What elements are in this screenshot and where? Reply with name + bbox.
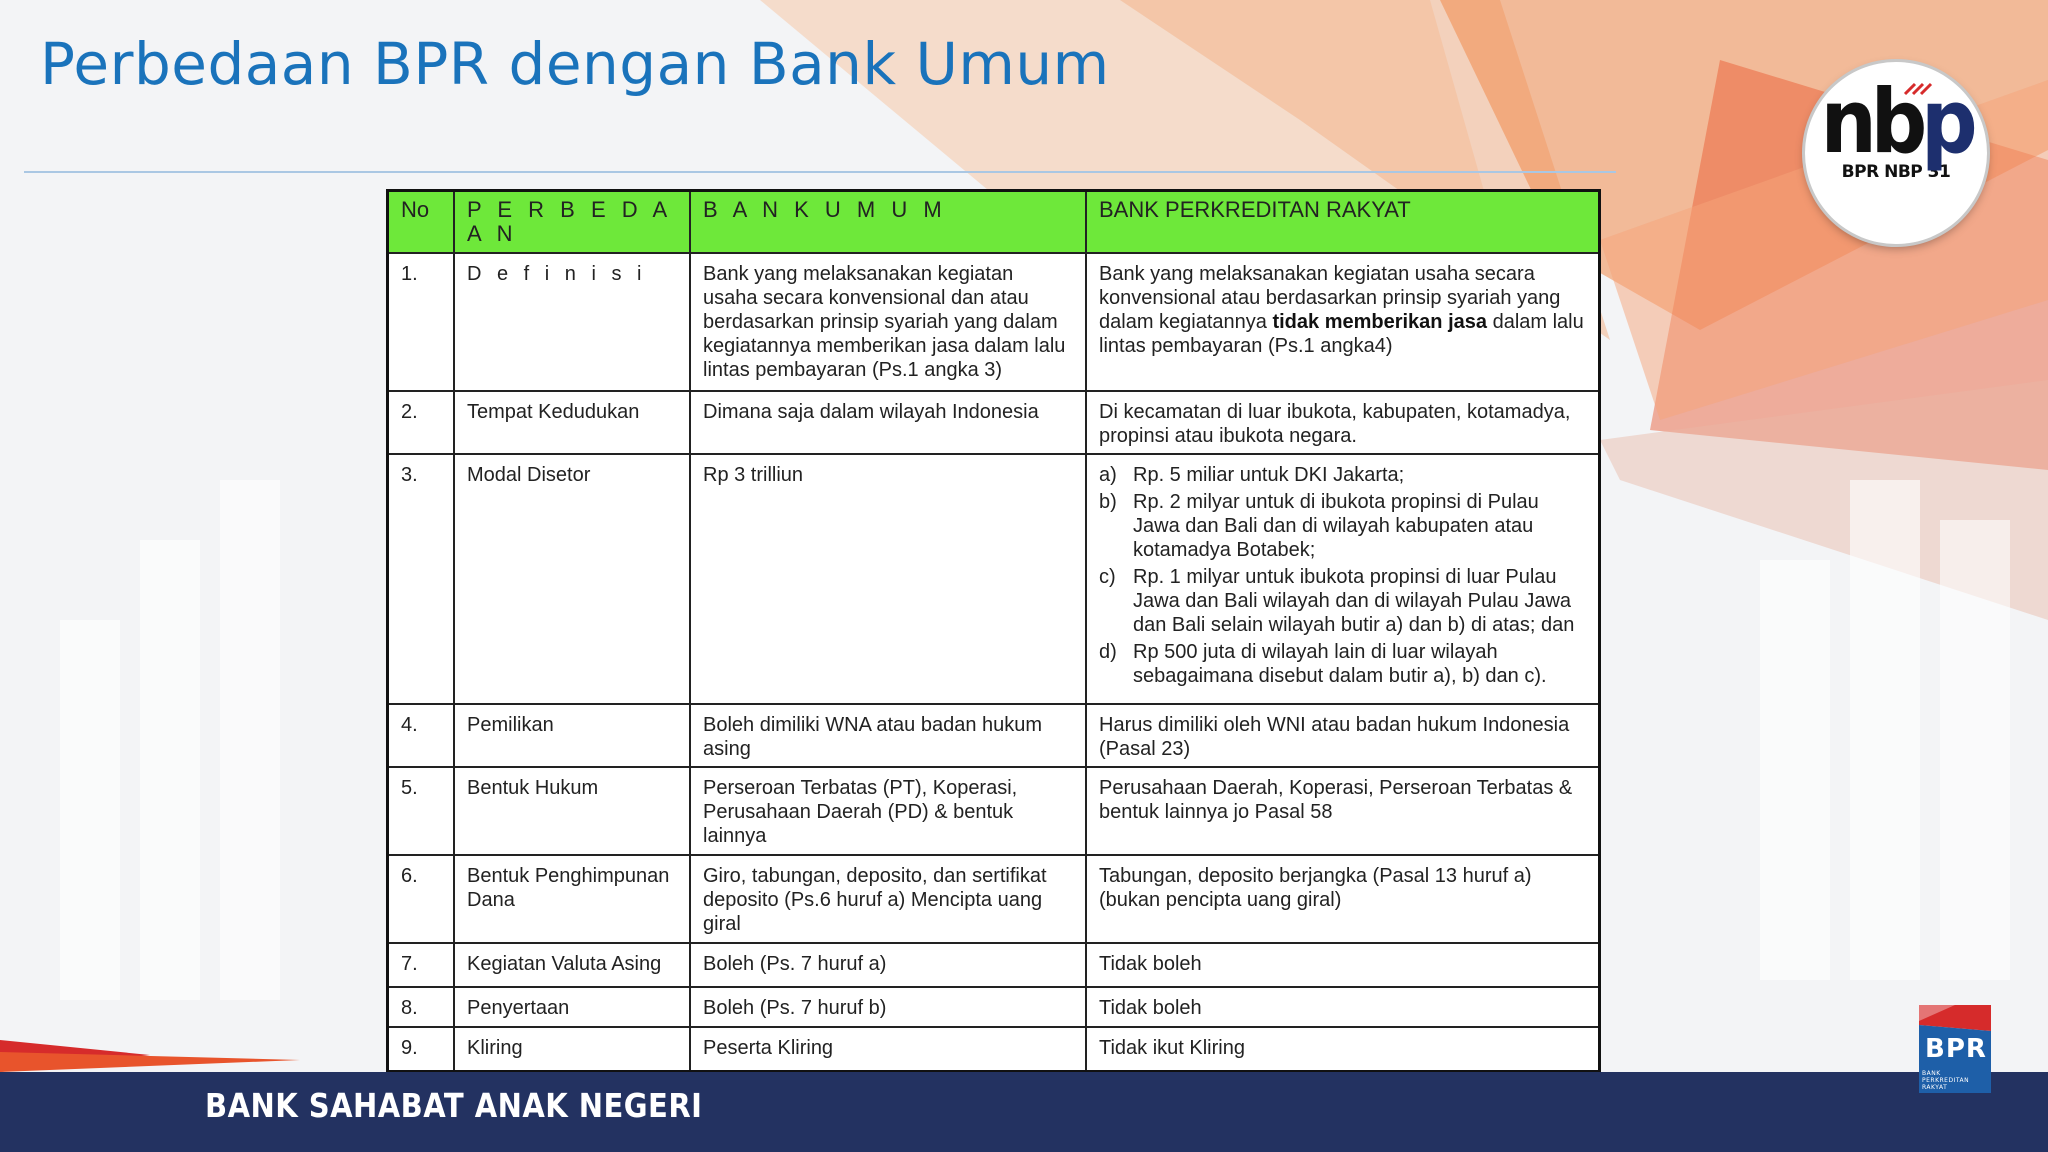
cell-bank-umum: Giro, tabungan, deposito, dan sertifikat deposito (Ps.6 huruf a) Mencipta uang giral [690,855,1086,943]
cell-bpr: Tidak boleh [1086,943,1600,987]
logo-letter-n: n [1820,70,1871,173]
table-row [388,943,1600,987]
cell-no: 4. [388,704,455,767]
cell-no: 9. [388,1027,455,1071]
cell-bpr-text-end: dalam lalu lintas pembayaran (Ps.1 angka4) [1099,311,1584,357]
cell-perbedaan: Tempat Kedudukan [454,391,690,454]
cell-bpr-highlight: tidak memberikan jasa [1272,311,1488,333]
modal-list [1099,463,1586,688]
header-no: No [388,191,455,254]
list-item [1099,463,1586,487]
table-row [388,987,1600,1027]
cell-bank-umum: Bank yang melaksanakan kegiatan usaha secara konvensional dan atau berdasarkan prinsip syariah yang dalam kegiatannya memberikan jasa dalam lalu lintas pembayaran (Ps.1 angka 3) [690,253,1086,391]
table-header-row [388,191,1600,254]
page-title: Perbedaan BPR dengan Bank Umum [40,30,1110,98]
cell-bpr: Tidak boleh [1086,987,1600,1027]
logo-subtitle: BPR NBP 31 [1841,162,1951,182]
cell-no: 7. [388,943,455,987]
cell-bank-umum: Perseroan Terbatas (PT), Koperasi, Perusahaan Daerah (PD) & bentuk lainnya [690,767,1086,855]
nbp-logo [1805,62,1987,244]
bpr-badge-sub-line: RAKYAT [1922,1084,1948,1091]
list-marker: c) [1099,566,1116,588]
list-text: Rp. 5 miliar untuk DKI Jakarta; [1133,464,1405,486]
table-row [388,704,1600,767]
cell-bank-umum: Dimana saja dalam wilayah Indonesia [690,391,1086,454]
table-row [388,391,1600,454]
list-marker: b) [1099,491,1117,513]
cell-bpr: Di kecamatan di luar ibukota, kabupaten, kotamadya, propinsi atau ibukota negara. [1086,391,1600,454]
header-bank-umum: B A N K U M U M [690,191,1086,254]
cell-bpr: Tidak ikut Kliring [1086,1027,1600,1071]
cell-perbedaan: Penyertaan [454,987,690,1027]
cell-bpr [1086,253,1600,391]
cell-no: 8. [388,987,455,1027]
cell-no: 6. [388,855,455,943]
cell-perbedaan: Bentuk Penghimpunan Dana [454,855,690,943]
cell-no: 2. [388,391,455,454]
cell-bpr-text: Bank yang melaksanakan kegiatan usaha secara konvensional atau berdasarkan prinsip syariah yang dalam kegiatannya [1099,263,1561,333]
list-text: Rp. 2 milyar untuk di ibukota propinsi di Pulau Jawa dan Bali dan di wilayah kabupaten atau kotamadya Botabek; [1133,491,1539,561]
footer-tagline: BANK SAHABAT ANAK NEGERI [205,1086,703,1125]
cell-no: 5. [388,767,455,855]
logo-letter-p: p [1921,70,1972,173]
cell-perbedaan: D e f i n i s i [454,253,690,391]
cell-bank-umum: Boleh dimiliki WNA atau badan hukum asing [690,704,1086,767]
table-row [388,767,1600,855]
comparison-table [386,189,1601,1073]
table-row [388,855,1600,943]
cell-perbedaan: Kliring [454,1027,690,1071]
cell-perbedaan: Bentuk Hukum [454,767,690,855]
cell-bpr [1086,454,1600,704]
bpr-badge-label: BPR [1925,1034,1987,1064]
logo-letter-b: b [1870,70,1922,173]
table-row [388,1027,1600,1071]
cell-perbedaan: Pemilikan [454,704,690,767]
header-perbedaan: P E R B E D A A N [454,191,690,254]
header-bpr: BANK PERKREDITAN RAKYAT [1086,191,1600,254]
list-text: Rp. 1 milyar untuk ibukota propinsi di luar Pulau Jawa dan Bali wilayah dan di wilayah Pulau Jawa dan Bali selain wilayah butir a) dan b) di atas; dan [1133,566,1575,636]
bpr-badge-sub-line: PERKREDITAN [1922,1077,1970,1084]
cell-no: 3. [388,454,455,704]
bpr-badge-subtitle [1922,1070,1992,1091]
list-item [1099,640,1586,688]
list-item [1099,565,1586,637]
title-divider [24,171,1616,173]
cell-no: 1. [388,253,455,391]
table-row [388,253,1600,391]
cell-perbedaan: Modal Disetor [454,454,690,704]
table-row [388,454,1600,704]
cell-bpr: Harus dimiliki oleh WNI atau badan hukum Indonesia (Pasal 23) [1086,704,1600,767]
cell-bank-umum: Boleh (Ps. 7 huruf b) [690,987,1086,1027]
list-item [1099,490,1586,562]
cell-bank-umum: Peserta Kliring [690,1027,1086,1071]
list-marker: d) [1099,641,1117,663]
cell-bank-umum: Rp 3 trilliun [690,454,1086,704]
bpr-badge-sub-line: BANK [1922,1070,1941,1077]
cell-perbedaan: Kegiatan Valuta Asing [454,943,690,987]
cell-bpr: Perusahaan Daerah, Koperasi, Perseroan Terbatas & bentuk lainnya jo Pasal 58 [1086,767,1600,855]
list-marker: a) [1099,464,1117,486]
cell-bank-umum: Boleh (Ps. 7 huruf a) [690,943,1086,987]
cell-bpr: Tabungan, deposito berjangka (Pasal 13 huruf a) (bukan pencipta uang giral) [1086,855,1600,943]
list-text: Rp 500 juta di wilayah lain di luar wilayah sebagaimana disebut dalam butir a), b) dan c). [1133,641,1547,687]
